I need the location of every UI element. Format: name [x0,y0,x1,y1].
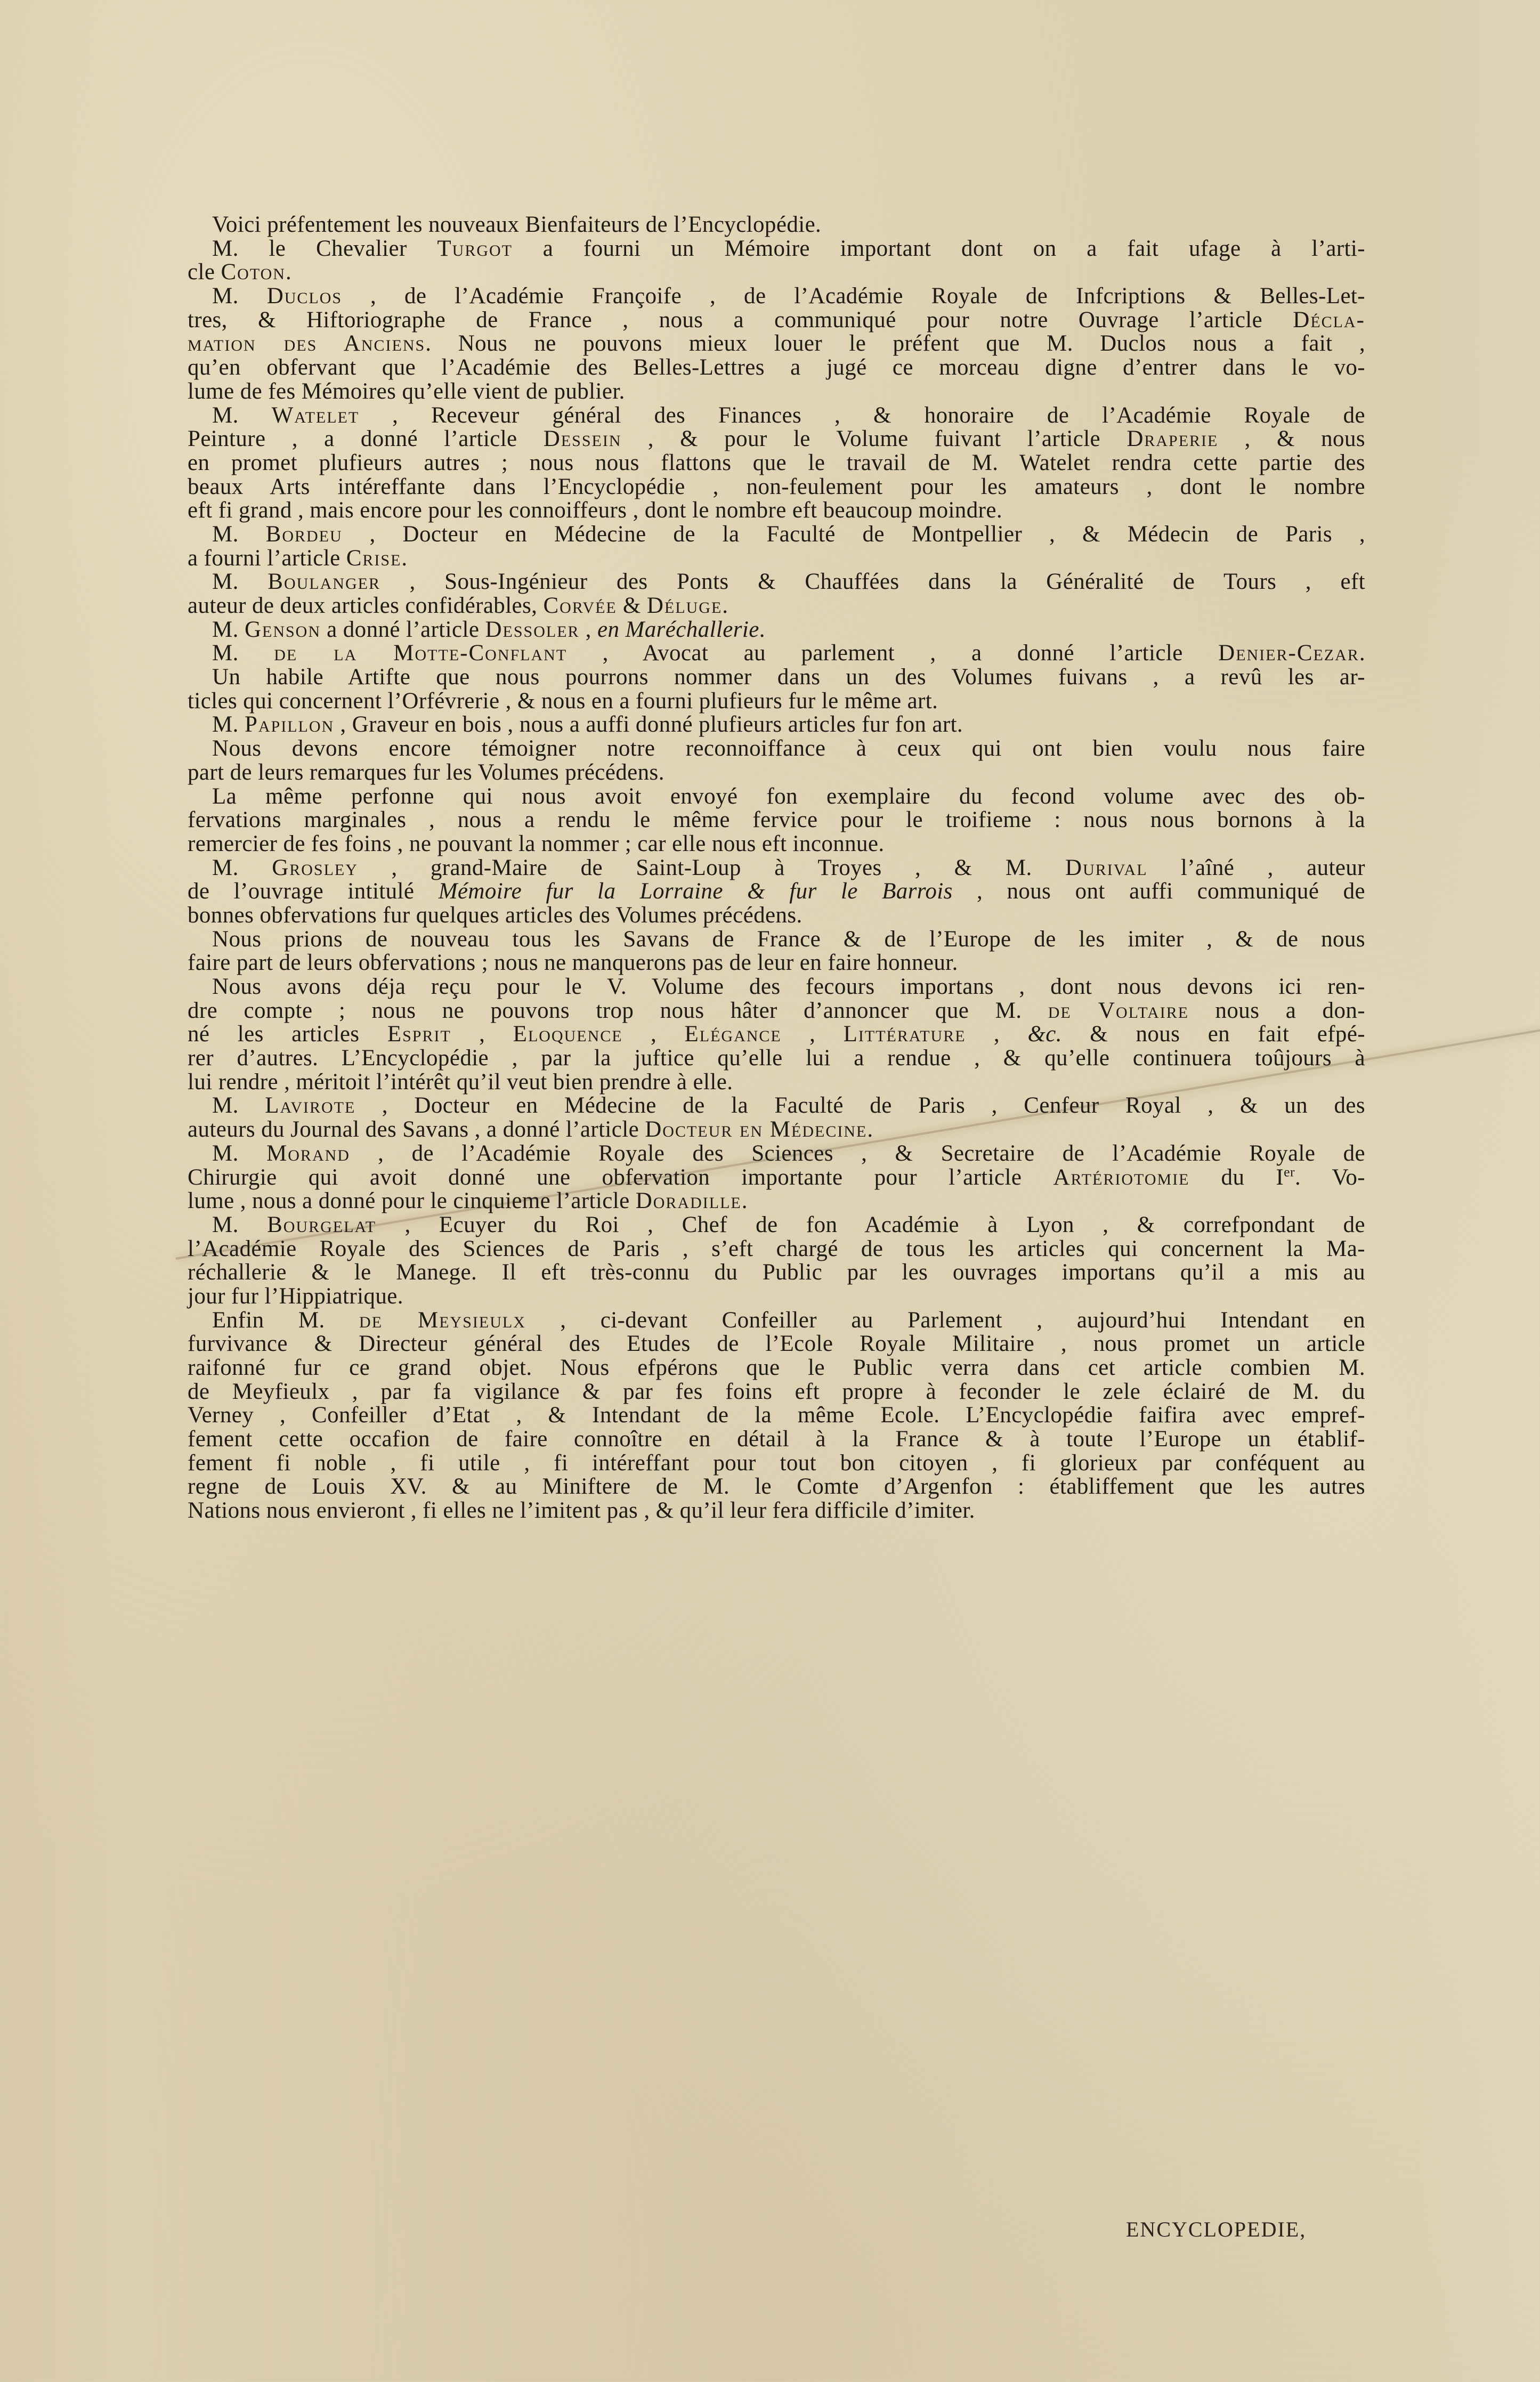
text-segment: l’aîné , auteur [1147,855,1365,880]
text-segment: Verney , Confeiller d’Etat , & Intendant de la même Ecole. L’Encyclopédie faifira avec empref- [188,1403,1365,1428]
small-caps-term: Bourgelat [267,1212,377,1237]
text-segment: furvivance & Directeur général des Etudes de l’Ecole Royale Militaire , nous promet un article [188,1331,1365,1357]
text-line [188,999,1365,1023]
text-line [188,404,1365,428]
small-caps-term: Lavirote [265,1093,356,1119]
text-segment: . [401,545,408,571]
small-caps-term: Dessein [543,426,622,452]
text-segment: M. [212,712,245,738]
text-segment: Nous devons encore témoigner notre reconnoiffance à ceux qui ont bien voulu nous faire [212,736,1365,761]
text-segment: du I [1189,1164,1284,1190]
small-caps-term: Duclos [266,283,343,309]
text-line [188,1380,1365,1404]
text-line [188,237,1365,261]
text-segment: raifonné fur ce grand objet. Nous efpérons que le Public verra dans cet article combien M. [188,1355,1365,1380]
text-segment: né les articles [188,1022,387,1047]
text-line [188,951,1365,975]
text-line [188,1142,1365,1166]
document-body-text [188,213,1365,1523]
text-segment: eft fi grand , mais encore pour les connoiffeurs , dont le nombre eft beaucoup moindre. [188,498,1002,523]
text-segment: qu’en obfervant que l’Académie des Belles-Lettres a jugé ce morceau digne d’entrer dans le vo- [188,355,1365,380]
small-caps-term: Dessoler [485,617,580,642]
italic-text: en Maréchallerie [597,617,759,642]
text-line [188,570,1365,594]
text-segment: Peinture , a donné l’article [188,426,544,452]
text-segment: a fourni l’article [188,545,346,571]
text-segment: , & nous [1218,426,1365,452]
text-segment: , grand-Maire de Saint-Loup à Troyes , & M. [358,855,1066,880]
text-line [188,332,1365,356]
text-segment: . [867,1117,873,1143]
text-segment: dre compte ; nous ne pouvons trop nous hâter d’annoncer que M. [188,998,1048,1023]
small-caps-term: Esprit [387,1022,451,1047]
text-segment: bonnes obfervations fur quelques articles des Volumes précédens. [188,902,803,928]
text-line [188,618,1365,642]
text-line [188,1213,1365,1237]
text-line [188,1237,1365,1261]
text-segment: réchallerie & le Manege. Il eft très-connu du Public par les ouvrages importans qu’il a mis au [188,1260,1365,1285]
text-segment: & nous en fait efpé- [1061,1022,1366,1047]
small-caps-term: Doradille [635,1188,742,1214]
italic-text: &c. [1027,1022,1062,1047]
text-line [188,975,1365,999]
text-segment: rer d’autres. L’Encyclopédie , par la juftice qu’elle lui a rendue , & qu’elle continuera toûjours à [188,1046,1365,1071]
text-segment: M. [212,1093,265,1119]
text-segment: M. [212,569,268,595]
text-segment: , ci-devant Confeiller au Parlement , aujourd’hui Intendant en [525,1307,1365,1333]
text-segment: fervations marginales , nous a rendu le même fervice pour le troifieme : nous nous bornons à la [188,807,1365,833]
text-line [188,1023,1365,1047]
text-segment: , [622,1022,685,1047]
text-segment: M. [212,617,245,642]
text-line [188,785,1365,809]
text-segment: , de l’Académie Françoife , de l’Académie Royale de Infcriptions & Belles-Let- [342,283,1365,309]
small-caps-term: Turgot [437,236,513,261]
italic-text: Mémoire fur la Lorraine & fur le Barrois [438,879,953,904]
text-segment: auteurs du Journal des Savans , a donné l’article [188,1117,645,1143]
text-segment: auteur de deux articles confidérables, [188,593,544,618]
text-segment: Un habile Artifte que nous pourrons nommer dans un des Volumes fuivans , a revû les ar- [212,665,1365,690]
text-line [188,1118,1365,1142]
text-segment: , Receveur général des Finances , & honoraire de l’Académie Royale de [359,402,1366,428]
text-segment: remercier de fes foins , ne pouvant la nommer ; car elle nous eft inconnue. [188,831,885,856]
superscript: er [1284,1164,1295,1180]
text-segment: M. le Chevalier [212,236,437,261]
small-caps-term: Artériotomie [1053,1164,1190,1190]
text-segment: , Sous-Ingénieur des Ponts & Chauffées dans la Généralité de Tours , eft [380,569,1366,595]
text-line [188,380,1365,404]
text-line [188,880,1365,904]
small-caps-term: de Voltaire [1048,998,1189,1023]
text-line [188,1452,1365,1476]
small-caps-term: Boulanger [268,569,380,595]
text-line [188,1047,1365,1071]
text-segment: M. [212,641,274,666]
text-line [188,1428,1365,1452]
text-line [188,523,1365,547]
small-caps-term: Littérature [843,1022,966,1047]
text-line [188,832,1365,856]
text-segment: a fourni un Mémoire important dont on a fait ufage à l’arti- [513,236,1365,261]
text-line [188,1499,1365,1523]
text-line [188,499,1365,523]
text-segment: nous a don- [1189,998,1365,1023]
text-segment: . [285,260,292,285]
text-segment: , Avocat au parlement , a donné l’article [567,641,1219,666]
small-caps-term: Morand [266,1140,350,1166]
text-segment: , Ecuyer du Roi , Chef de fon Académie à Lyon , & correfpondant de [376,1212,1365,1237]
small-caps-term: Bordeu [265,521,343,547]
text-line [188,808,1365,832]
small-caps-term: Genson [244,617,321,642]
small-caps-term: Durival [1065,855,1148,880]
text-segment: de Meyfieulx , par fa vigilance & par fes foins eft propre à feconder le zele éclairé de M. du [188,1379,1365,1404]
text-segment: lui rendre , méritoit l’intérêt qu’il veut bien prendre à elle. [188,1069,733,1095]
text-line [188,1285,1365,1309]
text-line [188,1356,1365,1380]
text-segment: . [759,617,765,642]
small-caps-term: Watelet [271,402,360,428]
text-line [188,713,1365,737]
text-segment: M. [212,283,267,309]
text-line [188,904,1365,928]
text-segment: Nous prions de nouveau tous les Savans de France & de l’Europe de les imiter , & de nous [212,926,1365,952]
text-segment: , [579,617,597,642]
small-caps-term: de Meysieulx [359,1307,526,1333]
text-segment: . [722,593,728,618]
text-line [188,666,1365,690]
text-segment: ticles qui concernent l’Orfévrerie , & nous en a fourni plufieurs fur le même art. [188,688,938,714]
small-caps-term: Déluge [646,593,723,618]
text-segment: , [966,1022,1028,1047]
text-line [188,642,1365,666]
text-segment: M. [212,402,272,428]
small-caps-term: Crise [346,545,402,571]
text-line [188,1071,1365,1095]
text-segment: de l’ouvrage intitulé [188,879,439,904]
text-line [188,1189,1365,1213]
text-segment: , Graveur en bois , nous a auffi donné plufieurs articles fur fon art. [334,712,963,738]
text-line [188,285,1365,309]
text-line [188,1332,1365,1356]
text-line [188,1094,1365,1118]
text-line [188,928,1365,952]
text-segment: fement fi noble , fi utile , fi intéreffant pour tout bon citoyen , fi glorieux par conféquent au [188,1450,1365,1476]
text-segment: beaux Arts intéreffante dans l’Encyclopédie , non-feulement pour les amateurs , dont le nombre [188,474,1365,499]
text-segment: Nations nous envieront , fi elles ne l’imitent pas , & qu’il leur fera difficile d’imiter. [188,1498,975,1524]
text-line [188,856,1365,880]
text-segment: lume de fes Mémoires qu’elle vient de publier. [188,378,625,404]
small-caps-term: de la Motte-Conflant [274,641,568,666]
text-line [188,1166,1365,1190]
text-segment: La même perfonne qui nous avoit envoyé fon exemplaire du fecond volume avec des ob- [212,783,1365,809]
text-segment: Nous avons déja reçu pour le V. Volume des fecours importans , dont nous devons ici ren- [212,974,1365,999]
text-segment: M. [212,521,266,547]
text-segment: fement cette occafion de faire connoître en détail à la France & à toute l’Europe un établif- [188,1427,1365,1452]
small-caps-term: Eloquence [513,1022,623,1047]
text-segment: Chirurgie qui avoit donné une obfervation importante pour l’article [188,1164,1053,1190]
text-segment: & [617,593,647,618]
small-caps-term: Denier-Cezar [1218,641,1359,666]
text-segment: . Nous ne pouvons mieux louer le préfent que M. Duclos nous a fait , [425,331,1365,357]
small-caps-term: Draperie [1126,426,1219,452]
small-caps-term: Grosley [272,855,358,880]
text-line [188,1404,1365,1428]
catchword: ENCYCLOPEDIE, [1126,2217,1307,2241]
text-segment: . [741,1188,748,1214]
text-line [188,547,1365,571]
text-segment: jour fur l’Hippiatrique. [188,1283,403,1309]
small-caps-term: Décla- [1293,307,1365,333]
text-segment: , & pour le Volume fuivant l’article [621,426,1127,452]
text-line [188,1475,1365,1499]
text-segment: l’Académie Royale des Sciences de Paris , s’eft chargé de tous les articles qui concernent la Ma- [188,1236,1365,1261]
text-segment: , de l’Académie Royale des Sciences , & Secretaire de l’Académie Royale de [350,1140,1365,1166]
text-segment: . Vo- [1295,1164,1365,1190]
text-segment: M. [212,855,272,880]
text-line [188,1261,1365,1285]
text-segment: regne de Louis XV. & au Miniftere de M. le Comte d’Argenfon : établiffement que les autres [188,1474,1365,1500]
text-segment: M. [212,1140,267,1166]
text-segment: . [1359,641,1365,666]
text-line [188,427,1365,451]
text-segment: M. [212,1212,268,1237]
text-line [188,475,1365,499]
text-line [188,213,1365,237]
text-segment: , nous ont auffi communiqué de [952,879,1365,904]
text-segment: part de leurs remarques fur les Volumes précédens. [188,759,664,785]
small-caps-term: mation des Anciens [188,331,426,357]
text-segment: en promet plufieurs autres ; nous nous flattons que le travail de M. Watelet rendra cette partie des [188,450,1365,475]
small-caps-term: Papillon [244,712,335,738]
text-line [188,761,1365,785]
small-caps-term: Docteur en Médecine [645,1117,868,1143]
text-segment: cle [188,260,221,285]
text-line [188,594,1365,618]
text-line [188,261,1365,285]
text-line [188,309,1365,333]
text-segment: a donné l’article [321,617,485,642]
text-line [188,1309,1365,1333]
text-line [188,737,1365,761]
text-segment: , Docteur en Médecine de la Faculté de Paris , Cenfeur Royal , & un des [355,1093,1365,1119]
text-segment: tres, & Hiftoriographe de France , nous a communiqué pour notre Ouvrage l’article [188,307,1293,333]
small-caps-term: Coton [221,260,286,285]
text-segment: Voici préfentement les nouveaux Bienfaiteurs de l’Encyclopédie. [212,212,822,237]
text-segment: , [451,1022,513,1047]
small-caps-term: Corvée [543,593,617,618]
text-segment: lume , nous a donné pour le cinquieme l’article [188,1188,636,1214]
text-segment: Enfin M. [212,1307,360,1333]
text-line [188,356,1365,380]
text-segment: , [781,1022,844,1047]
small-caps-term: Elégance [684,1022,782,1047]
text-segment: , Docteur en Médecine de la Faculté de Montpellier , & Médecin de Paris , [342,521,1366,547]
text-segment: faire part de leurs obfervations ; nous ne manquerons pas de leur en faire honneur. [188,950,958,976]
text-line [188,451,1365,475]
text-line [188,690,1365,714]
